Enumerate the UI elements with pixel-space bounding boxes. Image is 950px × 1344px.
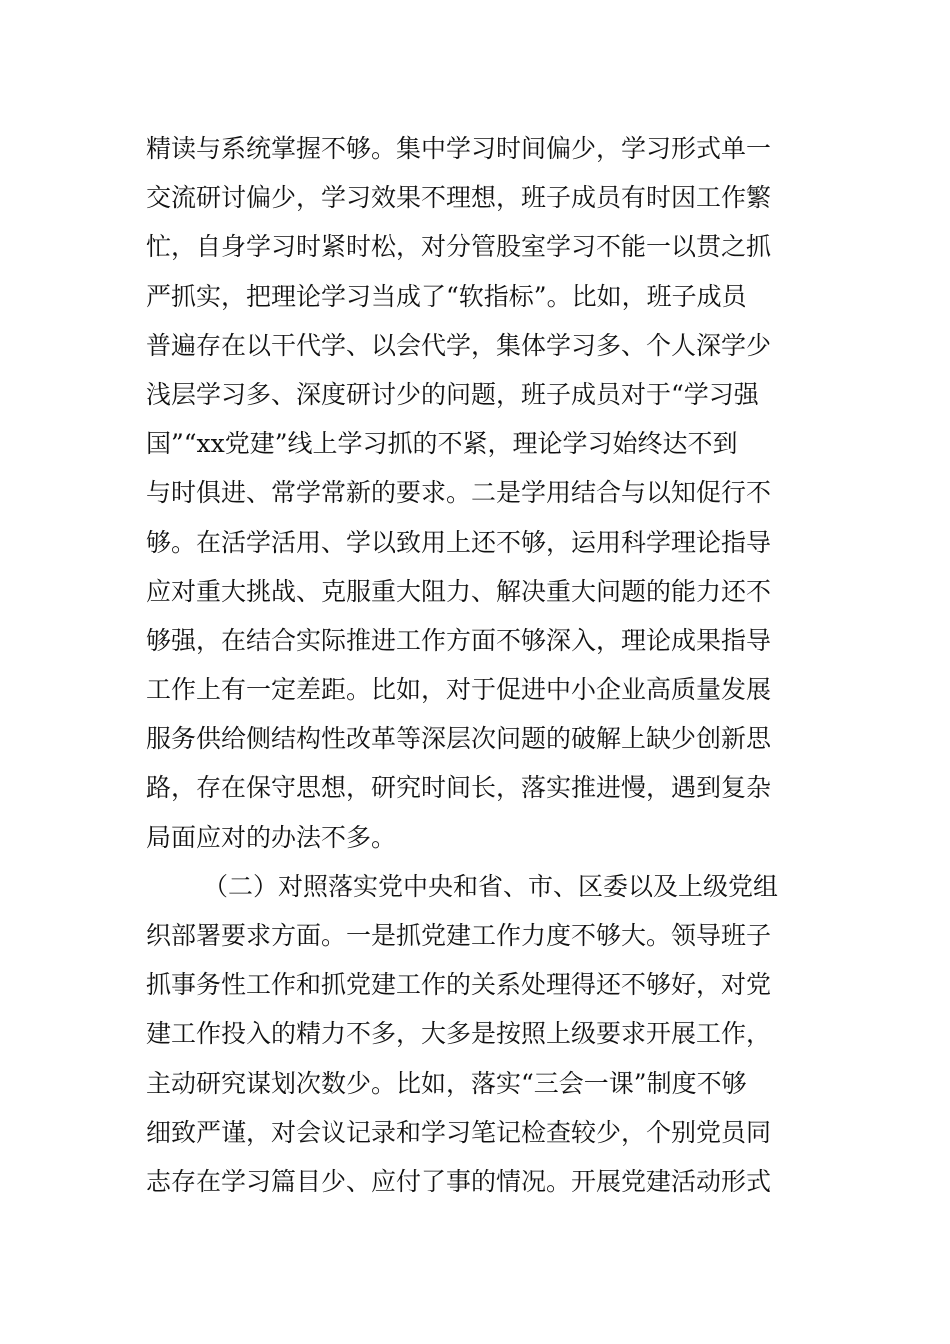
text-line-7: 国”“xx党建”线上学习抓的不紧，理论学习始终达不到 [146, 429, 738, 459]
text-line-3: 忙，自身学习时紧时松，对分管股室学习不能一以贯之抓 [146, 232, 772, 262]
text-line-2: 交流研讨偏少，学习效果不理想，班子成员有时因工作繁 [146, 183, 772, 213]
text-line-12: 工作上有一定差距。比如，对于促进中小企业高质量发展 [146, 675, 772, 705]
text-line-9: 够。在活学活用、学以致用上还不够，运用科学理论指导 [146, 527, 772, 557]
text-line-18: 抓事务性工作和抓党建工作的关系处理得还不够好，对党 [146, 970, 772, 1000]
text-line-11: 够强，在结合实际推进工作方面不够深入，理论成果指导 [146, 625, 772, 655]
text-line-22: 志存在学习篇目少、应付了事的情况。开展党建活动形式 [146, 1166, 772, 1196]
body-text [146, 124, 816, 1206]
text-line-19: 建工作投入的精力不多，大多是按照上级要求开展工作， [146, 1019, 772, 1049]
text-line-10: 应对重大挑战、克服重大阻力、解决重大问题的能力还不 [146, 576, 772, 606]
text-line-14: 路，存在保守思想，研究时间长，落实推进慢，遇到复杂 [146, 773, 772, 803]
section-heading-line: （二）对照落实党中央和省、市、区委以及上级党组 [203, 871, 779, 901]
text-line-6: 浅层学习多、深度研讨少的问题，班子成员对于“学习强 [146, 379, 759, 409]
text-line-4: 严抓实，把理论学习当成了“软指标”。比如，班子成员 [146, 281, 747, 311]
text-line-13: 服务供给侧结构性改革等深层次问题的破解上缺少创新思 [146, 724, 772, 754]
text-line-5: 普遍存在以干代学、以会代学，集体学习多、个人深学少 [146, 330, 772, 360]
text-line-15: 局面应对的办法不多。 [146, 822, 397, 852]
text-line-17: 织部署要求方面。一是抓党建工作力度不够大。领导班子 [146, 921, 772, 950]
text-line-21: 细致严谨，对会议记录和学习笔记检查较少，个别党员同 [146, 1117, 772, 1147]
text-line-20: 主动研究谋划次数少。比如，落实“三会一课”制度不够 [146, 1068, 747, 1098]
text-line-8: 与时俱进、常学常新的要求。二是学用结合与以知促行不 [146, 478, 772, 508]
text-line-1: 精读与系统掌握不够。集中学习时间偏少，学习形式单一 [146, 134, 772, 163]
